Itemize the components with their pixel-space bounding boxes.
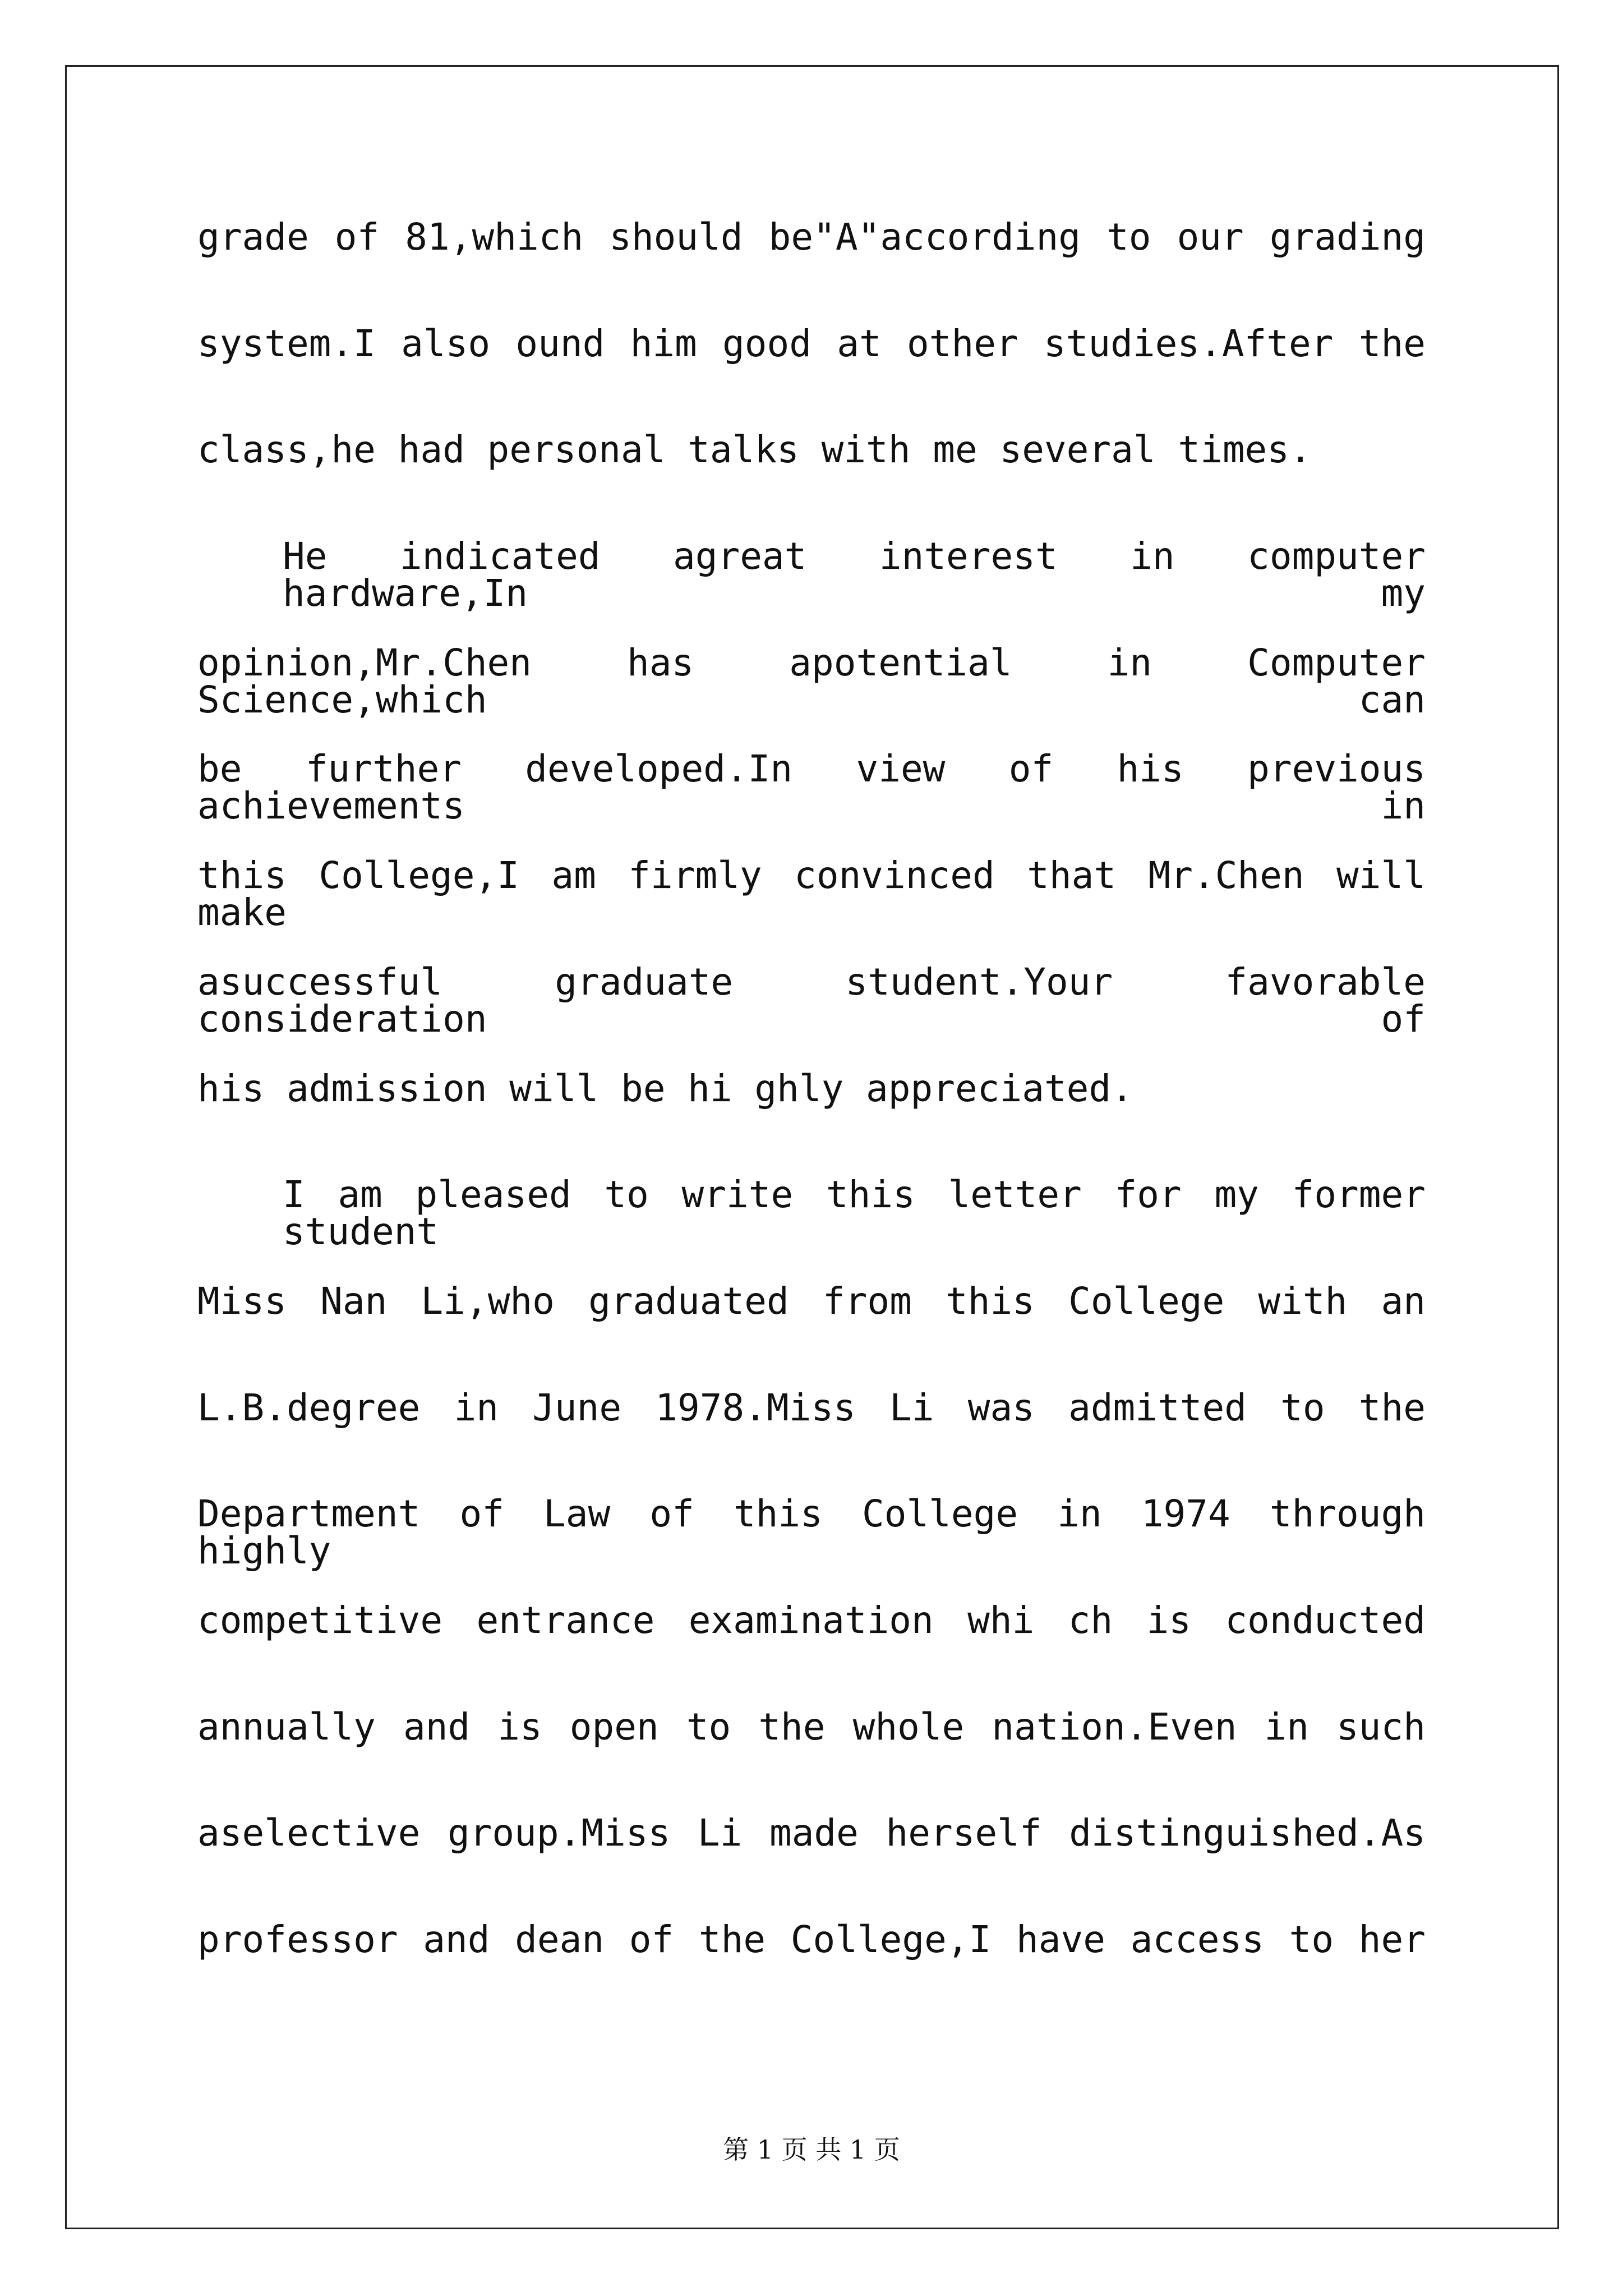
text-line: competitive entrance examination whi ch is conducted bbox=[197, 1598, 1426, 1642]
text-line: grade of 81,which should be"A"according to our grading bbox=[197, 215, 1426, 259]
text-line: Department of Law of this College in 1974 through highly bbox=[197, 1492, 1426, 1573]
text-line: his admission will be hi ghly appreciated. bbox=[197, 1066, 1133, 1110]
text-line: L.B.degree in June 1978.Miss Li was admitted to the bbox=[197, 1386, 1426, 1429]
text-line: Miss Nan Li,who graduated from this College with an bbox=[197, 1279, 1426, 1323]
text-line: class,he had personal talks with me several times. bbox=[197, 428, 1312, 472]
letter-body bbox=[197, 215, 1426, 2028]
text-line: system.I also ound him good at other studies.After the bbox=[197, 321, 1426, 365]
page-number-footer: 第 1 页 共 1 页 bbox=[723, 2134, 900, 2165]
text-line: He indicated agreat interest in computer hardware,In my bbox=[283, 535, 1426, 615]
text-line: asuccessful graduate student.Your favorable consideration of bbox=[197, 960, 1426, 1041]
text-line: professor and dean of the College,I have access to her bbox=[197, 1918, 1426, 1961]
text-line: be further developed.In view of his previous achievements in bbox=[197, 747, 1426, 828]
text-line: annually and is open to the whole nation.Even in such bbox=[197, 1705, 1426, 1749]
text-line: opinion,Mr.Chen has apotential in Computer Science,which can bbox=[197, 641, 1426, 721]
text-line: I am pleased to write this letter for my former student bbox=[283, 1173, 1426, 1254]
text-line: aselective group.Miss Li made herself distinguished.As bbox=[197, 1811, 1426, 1855]
text-line: this College,I am firmly convinced that Mr.Chen will make bbox=[197, 854, 1426, 935]
